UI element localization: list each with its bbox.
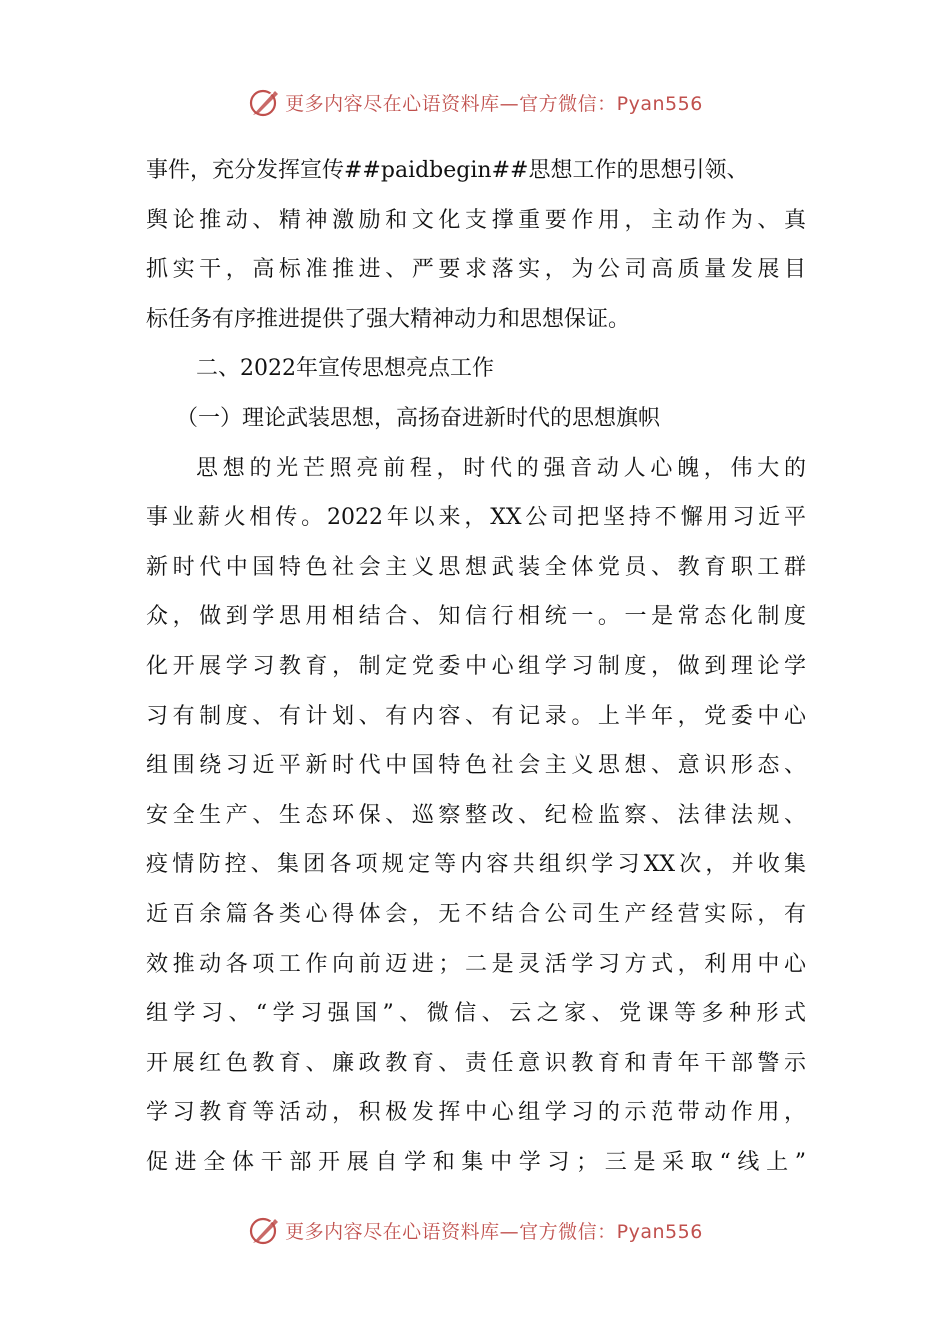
- text-line: 促进全体干部开展自学和集中学习；三是采取“线上”: [146, 1149, 806, 1175]
- text-line: 化开展学习教育，制定党委中心组学习制度，做到理论学: [146, 653, 806, 679]
- header-watermark: [0, 82, 950, 122]
- text-line: 效推动各项工作向前迈进；二是灵活学习方式，利用中心: [146, 951, 806, 977]
- subsection-heading: （一）理论武装思想，高扬奋进新时代的思想旗帜: [176, 405, 661, 431]
- text-line: 组围绕习近平新时代中国特色社会主义思想、意识形态、: [146, 753, 806, 779]
- text-line: 近百余篇各类心得体会，无不结合公司生产经营实际，有: [146, 901, 806, 927]
- text-line: 疫情防控、集团各项规定等内容共组织学习XX次，并收集: [146, 852, 806, 878]
- watermark-text: 更多内容尽在心语资料库—官方微信：Pyan556: [285, 1220, 703, 1243]
- text-line: 舆论推动、精神激励和文化支撑重要作用，主动作为、真: [146, 207, 806, 233]
- watermark-text: 更多内容尽在心语资料库—官方微信：Pyan556: [285, 92, 703, 115]
- text-line: 开展红色教育、廉政教育、责任意识教育和青年干部警示: [146, 1050, 806, 1076]
- text-line: 事业薪火相传。2022年以来，XX公司把坚持不懈用习近平: [146, 505, 806, 531]
- quill-logo-icon: [247, 85, 281, 119]
- footer-watermark: [0, 1210, 950, 1250]
- text-line: 众，做到学思用相结合、知信行相统一。一是常态化制度: [146, 604, 806, 630]
- text-line: 标任务有序推进提供了强大精神动力和思想保证。: [146, 306, 631, 332]
- section-heading: 二、2022年宣传思想亮点工作: [196, 356, 494, 382]
- text-line: 组学习、“学习强国”、微信、云之家、党课等多种形式: [146, 1001, 806, 1027]
- text-line: 事件，充分发挥宣传##paidbegin##思想工作的思想引领、: [146, 158, 749, 183]
- document-body: [146, 146, 806, 1187]
- text-line: 新时代中国特色社会主义思想武装全体党员、教育职工群: [146, 554, 806, 580]
- text-line: 学习教育等活动，积极发挥中心组学习的示范带动作用，: [146, 1100, 806, 1126]
- paragraph-first-line: 思想的光芒照亮前程，时代的强音动人心魄，伟大的: [196, 455, 806, 481]
- text-line: 习有制度、有计划、有内容、有记录。上半年，党委中心: [146, 703, 806, 729]
- text-line: 安全生产、生态环保、巡察整改、纪检监察、法律法规、: [146, 802, 806, 828]
- text-line: 抓实干，高标准推进、严要求落实，为公司高质量发展目: [146, 257, 806, 283]
- quill-logo-icon: [247, 1213, 281, 1247]
